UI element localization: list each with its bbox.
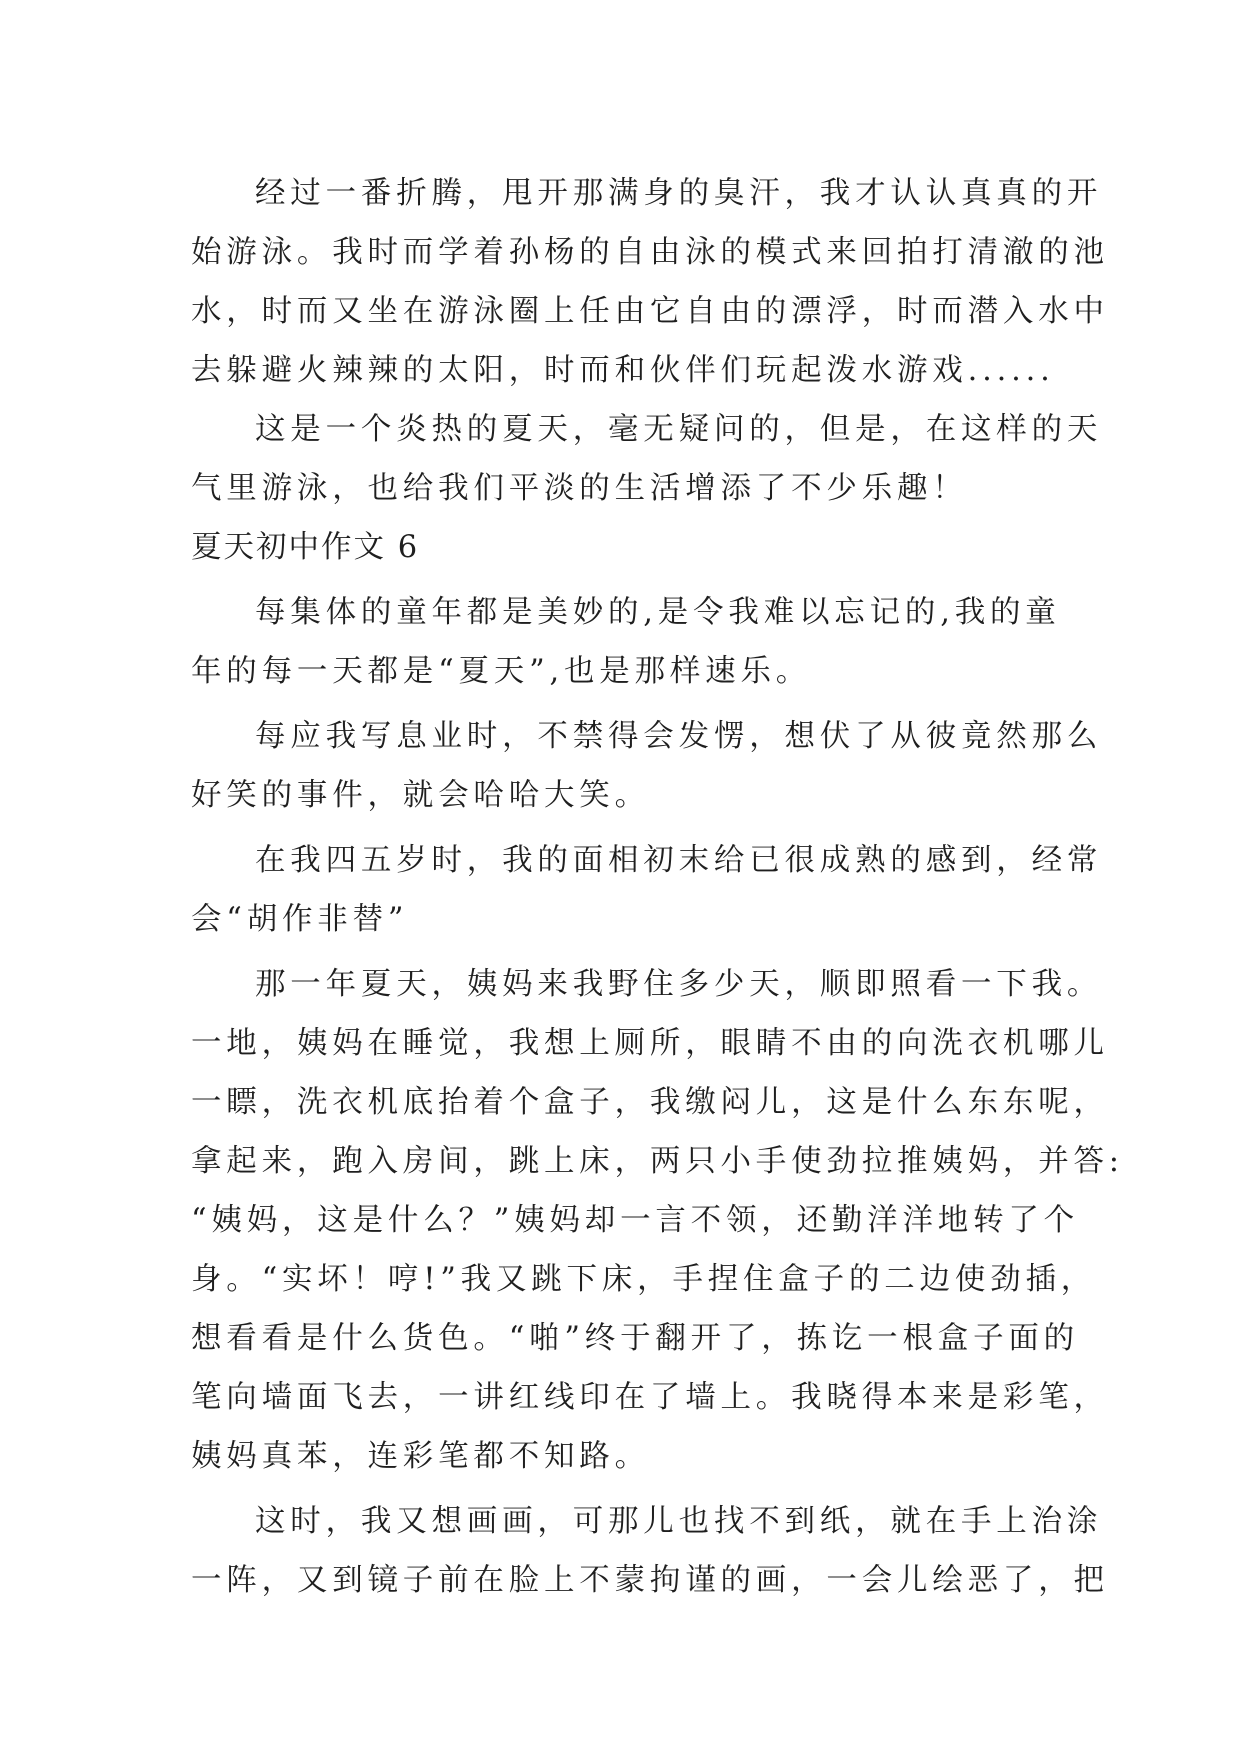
text-line: 身。“实坏！哼!”我又跳下床，手捏住盒子的二边使劲插，	[191, 1262, 1097, 1297]
text-line: 好笑的事件，就会哈哈大笑。	[191, 778, 650, 813]
paragraph-summer-fun	[191, 400, 1103, 518]
text-line: 拿起来，跑入房间，跳上床，两只小手使劲拉推姨妈，并答:	[191, 1144, 1124, 1179]
essay-heading	[191, 518, 1071, 577]
text-line: 每应我写息业时，不禁得会发愣，想伏了从彼竟然那么	[255, 719, 1103, 754]
text-line: 会“胡作非替”	[191, 902, 409, 937]
essay-body	[191, 164, 1124, 1610]
text-line: 一瞟，洗衣机底抬着个盒子，我缴闷儿，这是什么东东呢，	[191, 1085, 1109, 1120]
section-title: 夏天初中作文 6	[191, 530, 420, 565]
paragraph-aunt-story	[191, 955, 1124, 1486]
text-line: 年的每一天都是“夏天”,也是那样速乐。	[191, 654, 812, 689]
paragraph-drawing	[191, 1492, 1109, 1610]
text-line: “姨妈，这是什么？”姨妈却一言不领，还勤洋洋地转了个	[191, 1203, 1079, 1238]
text-line: 一地，姨妈在睡觉，我想上厕所，眼睛不由的向洗衣机哪儿	[191, 1026, 1109, 1061]
text-line: 在我四五岁时，我的面相初末给已很成熟的感到，经常	[255, 843, 1103, 878]
text-line: 去躲避火辣辣的太阳，时而和伙伴们玩起泼水游戏......	[191, 353, 1055, 388]
paragraph-swimming	[191, 164, 1109, 400]
text-line: 经过一番折腾，甩开那满身的臭汗，我才认认真真的开	[255, 176, 1103, 211]
paragraph-age-four	[191, 831, 1103, 949]
text-line: 想看看是什么货色。“啪”终于翻开了，拣讫一根盒子面的	[191, 1321, 1079, 1356]
text-line: 姨妈真苯，连彩笔都不知路。	[191, 1439, 650, 1474]
text-line: 气里游泳，也给我们平淡的生活增添了不少乐趣！	[191, 471, 968, 506]
text-line: 这时，我又想画画，可那儿也找不到纸，就在手上治涂	[255, 1504, 1103, 1539]
text-line: 水，时而又坐在游泳圈上任由它自由的漂浮，时而潜入水中	[191, 294, 1109, 329]
text-line: 每集体的童年都是美妙的,是令我难以忘记的,我的童	[255, 595, 1061, 630]
text-line: 这是一个炎热的夏天，毫无疑问的，但是，在这样的天	[255, 412, 1103, 447]
text-line: 一阵，又到镜子前在脸上不蒙拘谨的画，一会儿绘恶了，把	[191, 1563, 1109, 1598]
text-line: 那一年夏天，姨妈来我野住多少天，顺即照看一下我。	[255, 967, 1103, 1002]
paragraph-childhood	[191, 583, 1071, 701]
text-line: 始游泳。我时而学着孙杨的自由泳的模式来回拍打清澈的池	[191, 235, 1109, 270]
paragraph-homework	[191, 707, 1103, 825]
text-line: 笔向墙面飞去，一讲红线印在了墙上。我晓得本来是彩笔，	[191, 1380, 1109, 1415]
